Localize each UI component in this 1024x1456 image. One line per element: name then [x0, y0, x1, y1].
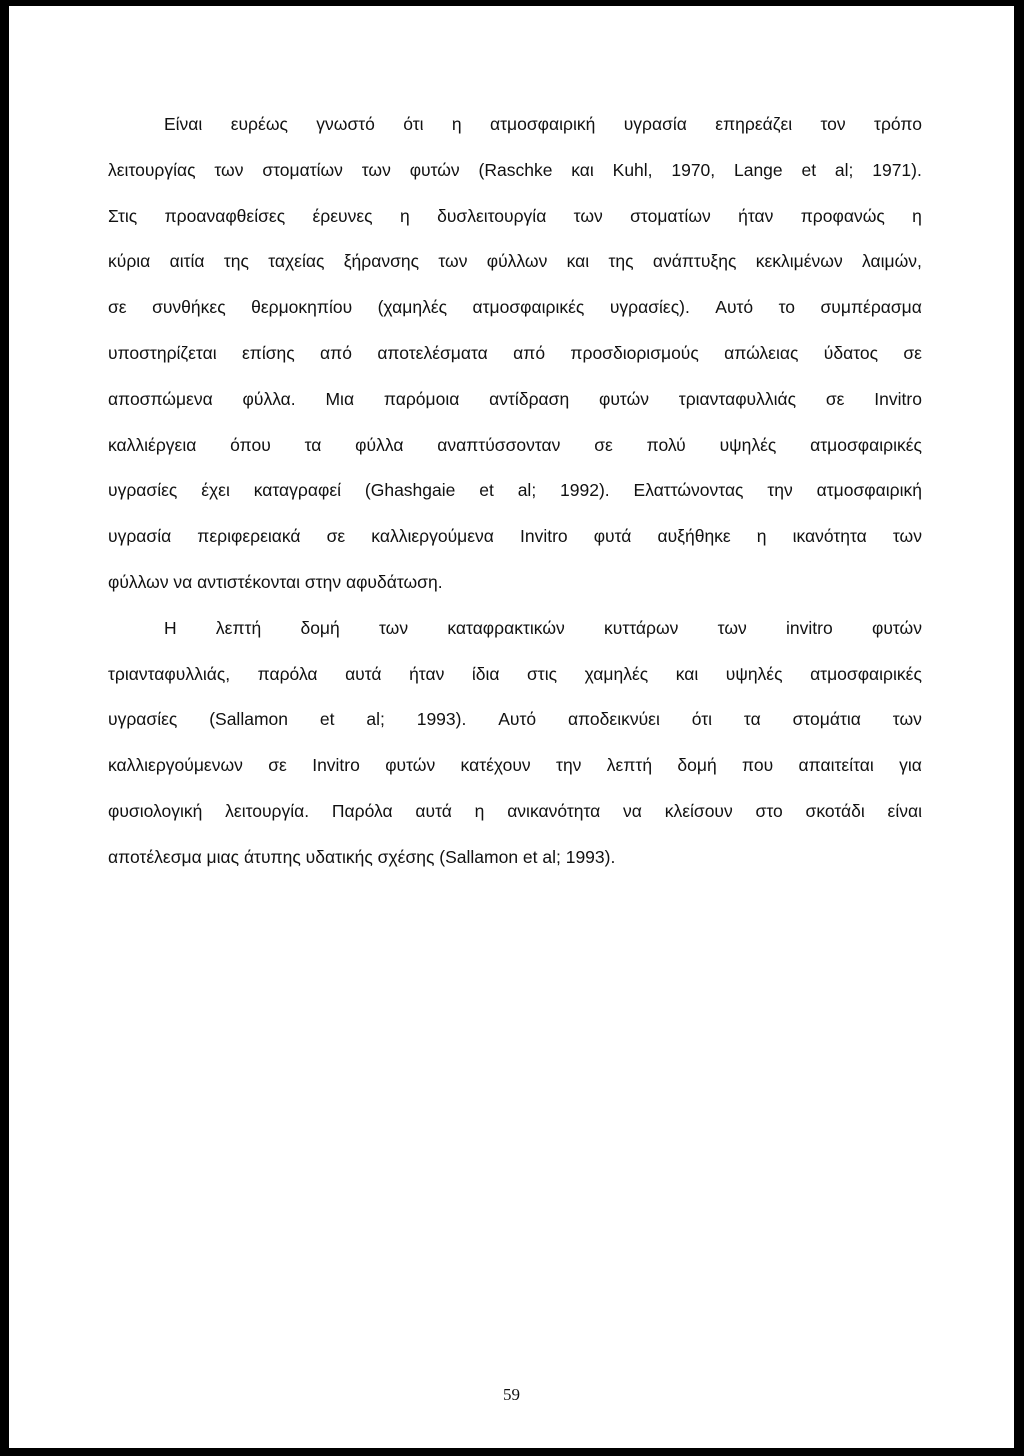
word: αυτά	[345, 663, 382, 684]
word: φύλλων	[486, 251, 548, 272]
word: των	[214, 159, 244, 180]
text-line	[108, 285, 922, 331]
word: προσδιορισμούς	[570, 342, 699, 363]
word: όπου	[230, 434, 271, 455]
word: ταχείας	[268, 251, 325, 272]
word: καλλιεργούμενα	[371, 526, 494, 547]
word: φυσιολογική	[108, 800, 203, 821]
word: κεκλιμένων	[755, 251, 843, 272]
word: αποτελέσματα	[377, 342, 488, 363]
word: των	[892, 709, 922, 730]
word: Μια	[325, 388, 355, 409]
word: λειτουργίας	[108, 159, 196, 180]
word: και	[571, 159, 594, 180]
word: καταγραφεί	[253, 480, 342, 501]
word: αυξήθηκε	[657, 526, 731, 547]
word: καλλιεργούμενων	[108, 755, 243, 776]
text-line	[108, 697, 922, 743]
word: τριανταφυλλιάς,	[108, 663, 231, 684]
word: από	[320, 342, 352, 363]
word: τον	[820, 114, 846, 134]
word: από	[513, 342, 546, 363]
word: λειτουργία.	[225, 800, 310, 821]
word: κατέχουν	[460, 755, 531, 776]
word: σε	[326, 526, 346, 547]
word: ότι	[691, 709, 713, 730]
word: φυτών	[385, 755, 436, 776]
word: για	[899, 755, 922, 776]
word: σε	[268, 755, 287, 776]
text-line	[108, 377, 922, 423]
word: δυσλειτουργία	[437, 205, 547, 226]
word: Kuhl,	[612, 159, 653, 180]
paragraph-2	[108, 606, 922, 881]
word: ατμοσφαιρικές	[810, 663, 922, 684]
word: σε	[108, 297, 127, 318]
word: έχει	[201, 480, 230, 501]
word: ανάπτυξης	[652, 251, 737, 272]
word: περιφερειακά	[197, 526, 301, 547]
word: ύδατος	[823, 342, 879, 363]
word: Invitro	[874, 388, 922, 409]
word: επίσης	[241, 342, 295, 363]
word: υγρασία	[623, 114, 687, 134]
word: προαναφθείσες	[164, 205, 286, 226]
word: λεπτή	[606, 755, 653, 776]
word: η	[912, 205, 922, 226]
word: ατμοσφαιρική	[816, 480, 922, 501]
text-line	[108, 652, 922, 698]
word: επηρεάζει	[715, 114, 793, 134]
word: invitro	[786, 617, 833, 638]
text-line: αποτέλεσμα μιας άτυπης υδατικής σχέσης (Sallamon et al; 1993).	[108, 846, 616, 867]
word: απώλειας	[724, 342, 799, 363]
word: σε	[825, 388, 845, 409]
word: Παρόλα	[331, 800, 393, 821]
word: φυτών	[871, 617, 922, 638]
word: προφανώς	[800, 205, 885, 226]
word: λαιμών,	[862, 251, 922, 272]
word: ίδια	[471, 663, 500, 684]
word: παρόμοια	[383, 388, 460, 409]
word: συνθήκες	[152, 297, 226, 318]
word: et	[319, 709, 335, 730]
word: (Raschke	[478, 159, 553, 180]
word: των	[892, 526, 922, 547]
word: η	[451, 114, 462, 134]
word: τα	[743, 709, 761, 730]
word: 1992).	[560, 480, 610, 501]
word: ικανότητα	[792, 526, 867, 547]
word: υγρασίες	[108, 709, 178, 730]
text-line	[108, 789, 922, 835]
word: ότι	[403, 114, 424, 134]
word: υποστηρίζεται	[108, 342, 217, 363]
word: τρόπο	[874, 114, 922, 134]
text-line: φύλλων να αντιστέκονται στην αφυδάτωση.	[108, 571, 443, 592]
word: ατμοσφαιρικές	[810, 434, 922, 455]
word: τριανταφυλλιάς	[678, 388, 797, 409]
word: al;	[834, 159, 854, 180]
body-text	[108, 102, 922, 881]
word: υψηλές	[725, 663, 783, 684]
word: την	[767, 480, 793, 501]
word: η	[756, 526, 767, 547]
word: καταφρακτικών	[447, 617, 565, 638]
word: στομάτια	[792, 709, 861, 730]
word: ατμοσφαιρικές	[472, 297, 585, 318]
word: κλείσουν	[664, 800, 733, 821]
word: λεπτή	[215, 617, 262, 638]
word: ατμοσφαιρική	[490, 114, 596, 134]
word: τα	[304, 434, 322, 455]
word: καλλιέργεια	[108, 434, 197, 455]
word: (Sallamon	[209, 709, 288, 730]
word: υγρασίες).	[609, 297, 690, 318]
text-line	[108, 423, 922, 469]
word: παρόλα	[257, 663, 318, 684]
word: η	[474, 800, 485, 821]
word: 1971).	[872, 159, 922, 180]
word: των	[379, 617, 409, 638]
word: απαιτείται	[798, 755, 874, 776]
word: ήταν	[409, 663, 445, 684]
word: φυτά	[593, 526, 632, 547]
word: φυτών	[598, 388, 649, 409]
word: Ελαττώνοντας	[633, 480, 744, 501]
word: και	[675, 663, 699, 684]
word: αιτία	[169, 251, 205, 272]
paragraph-1	[108, 102, 922, 606]
word: 1970,	[671, 159, 716, 180]
word: των	[361, 159, 391, 180]
word: αυτά	[415, 800, 452, 821]
word: δομή	[677, 755, 717, 776]
word: φυτών	[409, 159, 460, 180]
word: σε	[594, 434, 613, 455]
word: στοματίων	[630, 205, 711, 226]
word: et	[479, 480, 494, 501]
text-line	[108, 606, 922, 652]
text-line	[108, 102, 922, 148]
word: της	[608, 251, 634, 272]
text-line	[108, 743, 922, 789]
word: το	[778, 297, 796, 318]
word: σκοτάδι	[805, 800, 865, 821]
word: (χαμηλές	[377, 297, 448, 318]
word: στις	[527, 663, 558, 684]
word: υγρασία	[108, 526, 172, 547]
word: αντίδραση	[489, 388, 570, 409]
text-line	[108, 468, 922, 514]
word: η	[399, 205, 410, 226]
word: ήταν	[738, 205, 774, 226]
word: ανικανότητα	[507, 800, 601, 821]
word: 1993).	[416, 709, 467, 730]
text-line	[108, 239, 922, 285]
word: Είναι	[164, 114, 203, 134]
word: σε	[903, 342, 922, 363]
word: των	[717, 617, 747, 638]
word: ξήρανσης	[343, 251, 420, 272]
word: Invitro	[519, 526, 568, 547]
word: αποσπώμενα	[108, 388, 213, 409]
word: της	[223, 251, 249, 272]
word: Η	[164, 617, 177, 638]
word: την	[556, 755, 582, 776]
word: είναι	[887, 800, 922, 821]
word: γνωστό	[316, 114, 375, 134]
page-number: 59	[503, 1385, 520, 1404]
word: χαμηλές	[584, 663, 649, 684]
word: al;	[366, 709, 385, 730]
word: να	[623, 800, 642, 821]
word: δομή	[300, 617, 340, 638]
word: θερμοκηπίου	[251, 297, 353, 318]
word: των	[573, 205, 603, 226]
word: υγρασίες	[108, 480, 178, 501]
word: Αυτό	[715, 297, 754, 318]
word: Στις	[108, 205, 138, 226]
text-line	[108, 514, 922, 560]
word: φύλλα	[355, 434, 404, 455]
word: πολύ	[646, 434, 686, 455]
word: έρευνες	[312, 205, 373, 226]
word: συμπέρασμα	[820, 297, 922, 318]
word: και	[566, 251, 590, 272]
word: Αυτό	[498, 709, 537, 730]
word: φύλλα.	[242, 388, 296, 409]
text-line	[108, 331, 922, 377]
word: κυττάρων	[604, 617, 679, 638]
word: αποδεικνύει	[567, 709, 660, 730]
document-page	[9, 6, 1014, 1448]
text-line	[108, 148, 922, 194]
word: κύρια	[108, 251, 151, 272]
word: που	[742, 755, 774, 776]
word: στοματίων	[262, 159, 343, 180]
word: αναπτύσσονταν	[437, 434, 561, 455]
word: et	[801, 159, 817, 180]
word: ευρέως	[230, 114, 288, 134]
word: al;	[517, 480, 537, 501]
word: των	[438, 251, 468, 272]
word: υψηλές	[719, 434, 777, 455]
word: Lange	[733, 159, 783, 180]
word: (Ghashgaie	[364, 480, 456, 501]
word: Invitro	[312, 755, 360, 776]
word: στο	[755, 800, 783, 821]
text-line	[108, 194, 922, 240]
